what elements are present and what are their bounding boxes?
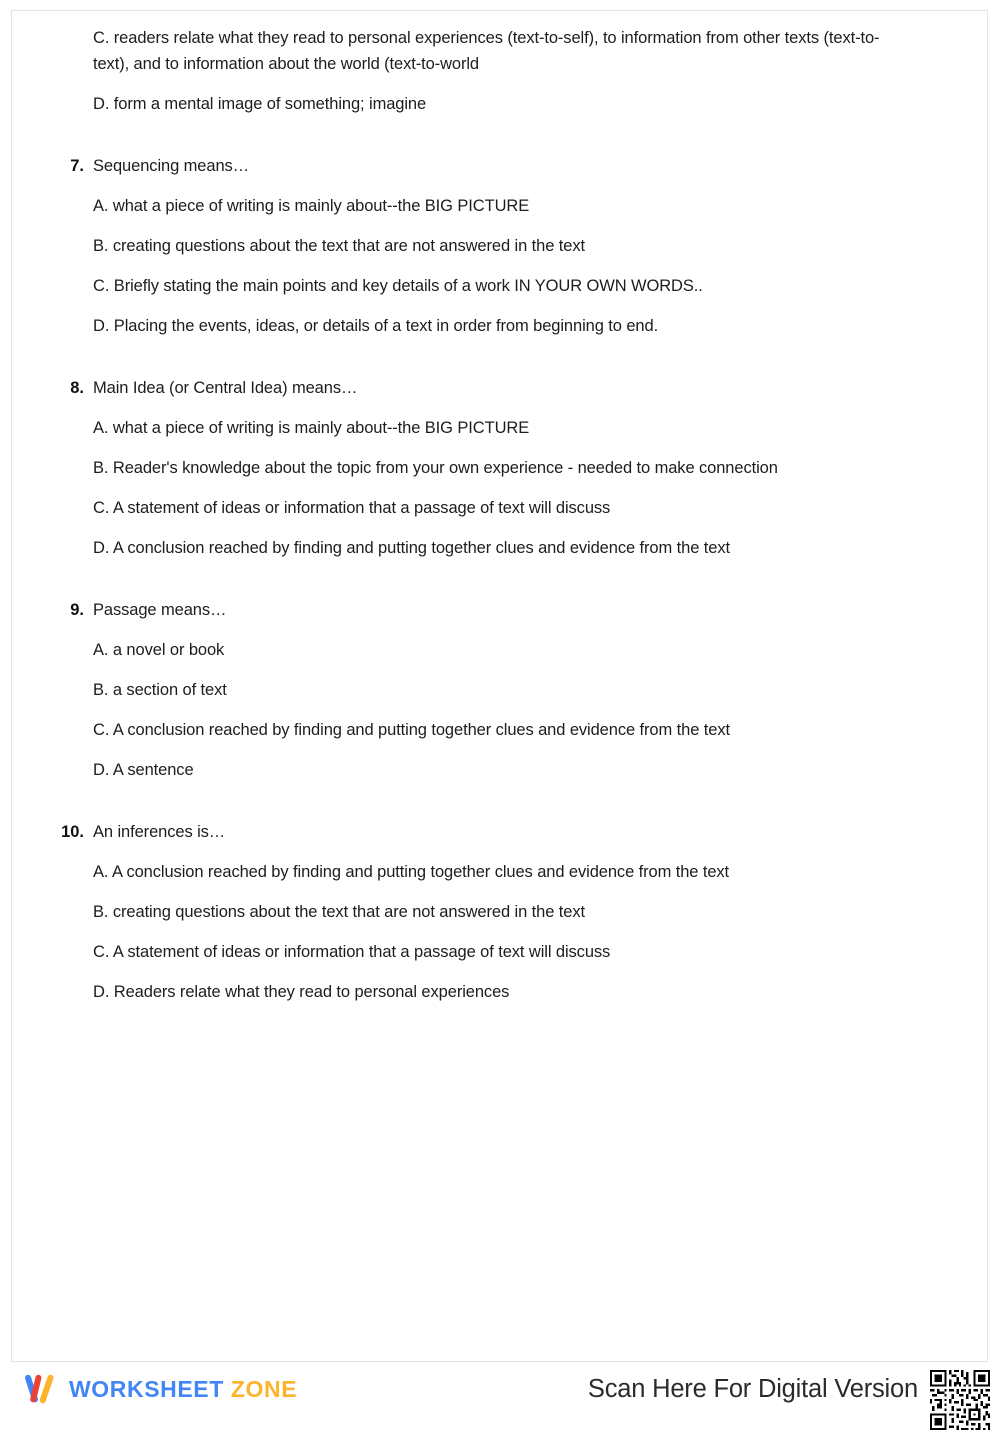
- option-item[interactable]: A. what a piece of writing is mainly about--the BIG PICTURE: [93, 419, 530, 437]
- option-item[interactable]: C. A statement of ideas or information that a passage of text will discuss: [93, 499, 611, 517]
- option-item[interactable]: A. a novel or book: [93, 641, 225, 659]
- option-item[interactable]: A. A conclusion reached by finding and putting together clues and evidence from the text: [93, 863, 730, 881]
- scan-instruction-label: Scan Here For Digital Version: [587, 1375, 918, 1403]
- option-item[interactable]: C. Briefly stating the main points and key details of a work IN YOUR OWN WORDS..: [93, 277, 703, 295]
- brand-wordmark: [69, 1375, 298, 1402]
- question-heading: [42, 597, 957, 623]
- option-item[interactable]: D. Placing the events, ideas, or details of a text in order from beginning to end.: [93, 317, 659, 335]
- page-footer: [0, 1363, 1000, 1414]
- question-block-10: [42, 819, 957, 1005]
- qr-code-icon[interactable]: [925, 1365, 995, 1435]
- question-number: 7.: [70, 157, 84, 175]
- question-heading: [42, 819, 957, 845]
- option-item[interactable]: B. creating questions about the text that are not answered in the text: [93, 237, 585, 255]
- option-item[interactable]: C. readers relate what they read to personal experiences (text-to-self), to information from other texts (text-to-text), and to information about the world (text-to-world: [93, 29, 880, 73]
- option-item[interactable]: D. form a mental image of something; imagine: [93, 95, 427, 113]
- question-prompt: Main Idea (or Central Idea) means…: [93, 379, 358, 397]
- question-options: [42, 859, 957, 1005]
- question-number: 9.: [70, 601, 84, 619]
- worksheet-zone-logo[interactable]: [22, 1369, 297, 1409]
- question-options: [42, 193, 957, 339]
- option-item[interactable]: B. a section of text: [93, 681, 227, 699]
- worksheet-content: [12, 11, 987, 1361]
- question-block-7: [42, 153, 957, 339]
- option-item[interactable]: D. A sentence: [93, 761, 194, 779]
- worksheet-zone-mark-icon: [22, 1373, 60, 1405]
- brand-name-primary: WORKSHEET: [69, 1375, 224, 1402]
- option-item[interactable]: D. Readers relate what they read to personal experiences: [93, 983, 510, 1001]
- brand-name-secondary: ZONE: [230, 1375, 298, 1402]
- question-prompt: Passage means…: [93, 601, 227, 619]
- option-item[interactable]: B. creating questions about the text that are not answered in the text: [93, 903, 585, 921]
- question-block-8: [42, 375, 957, 561]
- continued-options-block: [42, 25, 957, 117]
- question-heading: [42, 375, 957, 401]
- question-options: [42, 415, 957, 561]
- option-item[interactable]: B. Reader's knowledge about the topic from your own experience - needed to make connection: [93, 459, 778, 477]
- question-number: 8.: [70, 379, 84, 397]
- worksheet-card: [11, 10, 988, 1362]
- option-item[interactable]: C. A conclusion reached by finding and putting together clues and evidence from the text: [93, 721, 730, 739]
- option-item[interactable]: C. A statement of ideas or information that a passage of text will discuss: [93, 943, 611, 961]
- question-block-9: [42, 597, 957, 783]
- question-options: [42, 637, 957, 783]
- question-prompt: An inferences is…: [93, 823, 226, 841]
- question-number: 10.: [61, 823, 84, 841]
- question-prompt: Sequencing means…: [93, 157, 250, 175]
- option-item[interactable]: D. A conclusion reached by finding and putting together clues and evidence from the text: [93, 539, 730, 557]
- option-item[interactable]: A. what a piece of writing is mainly about--the BIG PICTURE: [93, 197, 530, 215]
- question-heading: [42, 153, 957, 179]
